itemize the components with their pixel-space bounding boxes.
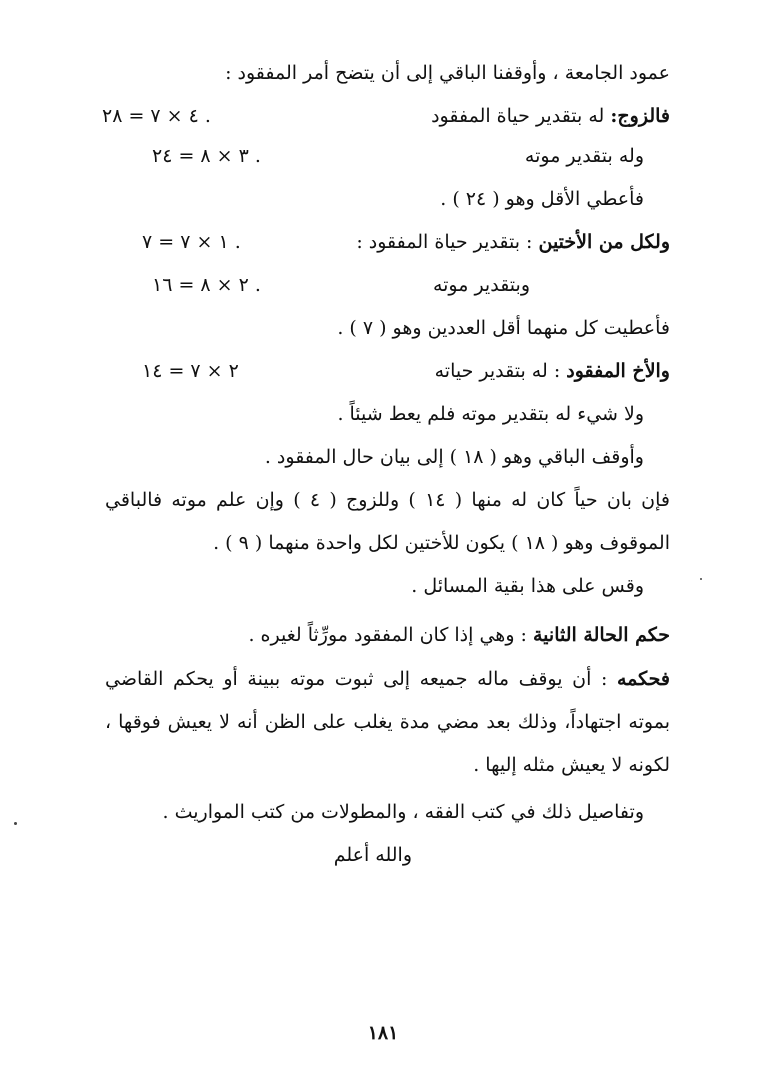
calculation-text: ٣ × ٨ = ٢٤ . bbox=[152, 145, 261, 167]
page-number-text: ١٨١ bbox=[367, 1022, 399, 1044]
scan-speck bbox=[700, 578, 702, 580]
line-text: فأعطي الأقل وهو ( ٢٤ ) . bbox=[440, 188, 644, 210]
line-text: عمود الجامعة ، وأوقفنا الباقي إلى أن يتضح أمر المفقود : bbox=[225, 62, 670, 84]
line-text: وله بتقدير موته bbox=[524, 145, 644, 167]
text-line-9 bbox=[244, 399, 644, 429]
line-lead: والأخ المفقود bbox=[566, 360, 670, 382]
line-lead: فالزوج: bbox=[610, 105, 670, 127]
line-text: : بتقدير حياة المفقود : bbox=[356, 231, 539, 253]
text-line-3 bbox=[464, 141, 644, 171]
calculation-line-3 bbox=[152, 141, 372, 171]
page-number bbox=[353, 1018, 413, 1048]
text-line-16 bbox=[105, 707, 670, 737]
calculation-text: ٢ × ٧ = ١٤ bbox=[142, 360, 239, 382]
text-line-5 bbox=[340, 227, 670, 257]
text-line-14 bbox=[70, 620, 670, 650]
line-text: لكونه لا يعيش مثله إليها . bbox=[473, 754, 670, 776]
text-line-6 bbox=[360, 270, 530, 300]
line-text: له بتقدير حياة المفقود bbox=[431, 105, 611, 127]
text-line-1 bbox=[90, 58, 670, 88]
calculation-text: ٢ × ٨ = ١٦ . bbox=[152, 274, 261, 296]
text-line-19 bbox=[212, 840, 412, 870]
text-line-13 bbox=[244, 571, 644, 601]
line-lead: فحكمه bbox=[616, 668, 670, 690]
text-line-18 bbox=[44, 797, 644, 827]
line-text: وتفاصيل ذلك في كتب الفقه ، والمطولات من كتب المواريث . bbox=[162, 801, 644, 823]
calculation-line-2 bbox=[102, 101, 312, 131]
text-line-17 bbox=[270, 750, 670, 780]
line-text: ولا شيء له بتقدير موته فلم يعط شيئاً . bbox=[337, 403, 644, 425]
line-text: وقس على هذا بقية المسائل . bbox=[411, 575, 644, 597]
line-text: فإن بان حياً كان له منها ( ١٤ ) وللزوج ( ٤ ) وإن علم موته فالباقي bbox=[105, 489, 670, 511]
text-line-12 bbox=[90, 528, 670, 558]
line-text: : له بتقدير حياته bbox=[434, 360, 567, 382]
calculation-line-8 bbox=[142, 356, 342, 386]
text-line-15 bbox=[105, 664, 670, 694]
line-text: بموته اجتهاداً، وذلك بعد مضي مدة يغلب على الظن أنه لا يعيش فوقها ، bbox=[105, 711, 670, 733]
line-lead: حكم الحالة الثانية bbox=[532, 624, 670, 646]
calculation-text: ٤ × ٧ = ٢٨ . bbox=[102, 105, 211, 127]
line-text: الموقوف وهو ( ١٨ ) يكون للأختين لكل واحدة منهما ( ٩ ) . bbox=[213, 532, 670, 554]
text-line-10 bbox=[194, 442, 644, 472]
line-text: وبتقدير موته bbox=[432, 274, 530, 296]
line-text: والله أعلم bbox=[333, 844, 412, 866]
scan-speck bbox=[14, 822, 17, 825]
calculation-line-6 bbox=[152, 270, 342, 300]
line-text: : وهي إذا كان المفقود مورِّثاً لغيره . bbox=[248, 624, 533, 646]
text-line-8 bbox=[370, 356, 670, 386]
calculation-line-5 bbox=[142, 227, 342, 257]
line-text: وأوقف الباقي وهو ( ١٨ ) إلى بيان حال المفقود . bbox=[264, 446, 644, 468]
line-text: : أن يوقف ماله جميعه إلى ثبوت موته ببينة أو يحكم القاضي bbox=[105, 668, 617, 690]
text-line-7 bbox=[220, 313, 670, 343]
text-line-11 bbox=[105, 485, 670, 515]
line-text: فأعطيت كل منهما أقل العددين وهو ( ٧ ) . bbox=[337, 317, 670, 339]
text-line-2 bbox=[340, 101, 670, 131]
text-line-4 bbox=[324, 184, 644, 214]
line-lead: ولكل من الأختين bbox=[538, 231, 670, 253]
calculation-text: ١ × ٧ = ٧ . bbox=[142, 231, 241, 253]
